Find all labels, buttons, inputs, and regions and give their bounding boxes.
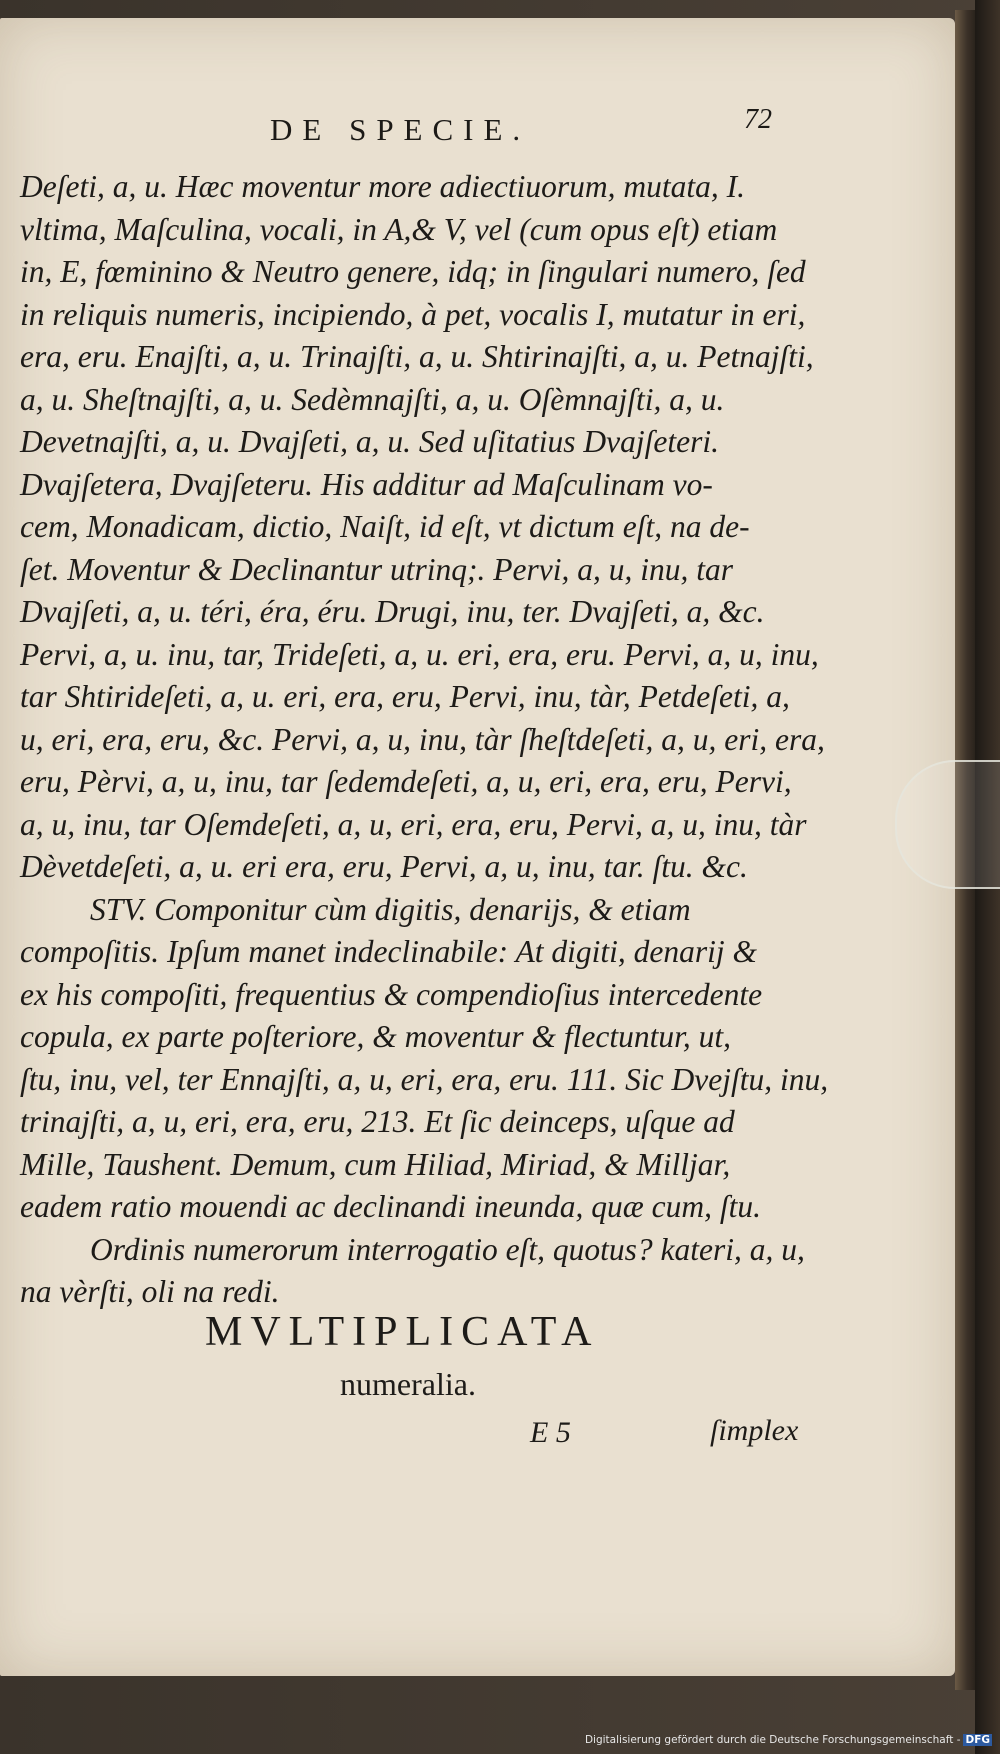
text-line: a, u, inu, tar Oſemdeſeti, a, u, eri, era, eru, Pervi, a, u, inu, tàr [20,806,807,842]
running-head: DE SPECIE. [270,112,531,147]
book-page [0,18,955,1676]
signature-mark: E 5 [530,1416,571,1449]
text-line: Deſeti, a, u. Hæc moventur more adiectiuorum, mutata, I. [20,169,745,204]
text-line: cem, Monadicam, dictio, Naiſt, id eſt, vt dictum eſt, na de- [20,509,750,544]
stu-paragraph-line: ex his compoſiti, frequentius & compendioſius intercedente [20,976,763,1012]
stu-paragraph-line: trinajſti, a, u, eri, era, eru, 213. Et ſic deinceps, uſque ad [20,1104,735,1139]
text-line: vltima, Maſculina, vocali, in A,& V, vel (cum opus eſt) etiam [20,211,778,247]
text-line: tar Shtirideſeti, a, u. eri, era, eru, Pervi, inu, tàr, Petdeſeti, a, [20,679,790,714]
text-line: in reliquis numeris, incipiendo, à pet, vocalis I, mutatur in eri, [20,296,806,332]
catchword: ſimplex [710,1414,799,1447]
text-line: Pervi, a, u. inu, tar, Trideſeti, a, u. eri, era, eru. Pervi, a, u, inu, [20,636,819,672]
section-subheading: numeralia. [340,1366,476,1402]
text-line: Devetnajſti, a, u. Dvajſeti, a, u. Sed uſitatius Dvajſeteri. [20,424,719,459]
text-line: Dèvetdeſeti, a, u. eri era, eru, Pervi, a, u, inu, tar. ſtu. &c. [20,849,748,884]
text-line: Dvajſeti, a, u. téri, éra, éru. Drugi, inu, ter. Dvajſeti, a, &c. [20,594,765,629]
stu-paragraph-line: copula, ex parte poſteriore, & moventur & flectuntur, ut, [20,1019,731,1054]
stu-paragraph-line: ſtu, inu, vel, ter Ennajſti, a, u, eri, era, eru. 111. Sic Dvejſtu, inu, [20,1061,829,1097]
stu-paragraph-line: STV. Componitur cùm digitis, denarijs, & etiam [90,891,691,927]
text-line: a, u. Sheſtnajſti, a, u. Sedèmnajſti, a, u. Oſèmnajſti, a, u. [20,381,725,417]
text-line: u, eri, era, eru, &c. Pervi, a, u, inu, tàr ſheſtdeſeti, a, u, eri, era, [20,721,825,757]
text-line: ſet. Moventur & Declinantur utrinq;. Pervi, a, u, inu, tar [20,551,734,587]
text-line: eru, Pèrvi, a, u, inu, tar ſedemdeſeti, a, u, eri, era, eru, Pervi, [20,764,792,799]
page-clip [895,760,1000,889]
digitization-credit [585,1734,992,1746]
text-line: era, eru. Enajſti, a, u. Trinajſti, a, u. Shtirinajſti, a, u. Petnajſti, [20,339,814,374]
text-line: in, E, fœminino & Neutro genere, idq; in ſingulari numero, ſed [20,254,806,289]
credit-text: Digitalisierung gefördert durch die Deutsche Forschungsgemeinschaft - [584,1734,961,1746]
ordinis-paragraph-line: na vèrſti, oli na redi. [20,1274,280,1309]
stu-paragraph-line: Mille, Taushent. Demum, cum Hiliad, Miriad, & Milljar, [20,1146,731,1182]
section-heading: MVLTIPLICATA [205,1309,600,1355]
body-text [20,166,829,1314]
ordinis-paragraph-line: Ordinis numerorum interrogatio eſt, quotus? kateri, a, u, [90,1231,805,1267]
dfg-logo: DFG [965,1734,990,1746]
stu-paragraph-line: compoſitis. Ipſum manet indeclinabile: At digiti, denarij & [20,934,757,969]
text-line: Dvajſetera, Dvajſeteru. His additur ad Maſculinam vo- [20,466,713,502]
page-number: 72 [744,104,772,135]
stu-paragraph-line: eadem ratio mouendi ac declinandi ineunda, quæ cum, ſtu. [20,1189,762,1224]
